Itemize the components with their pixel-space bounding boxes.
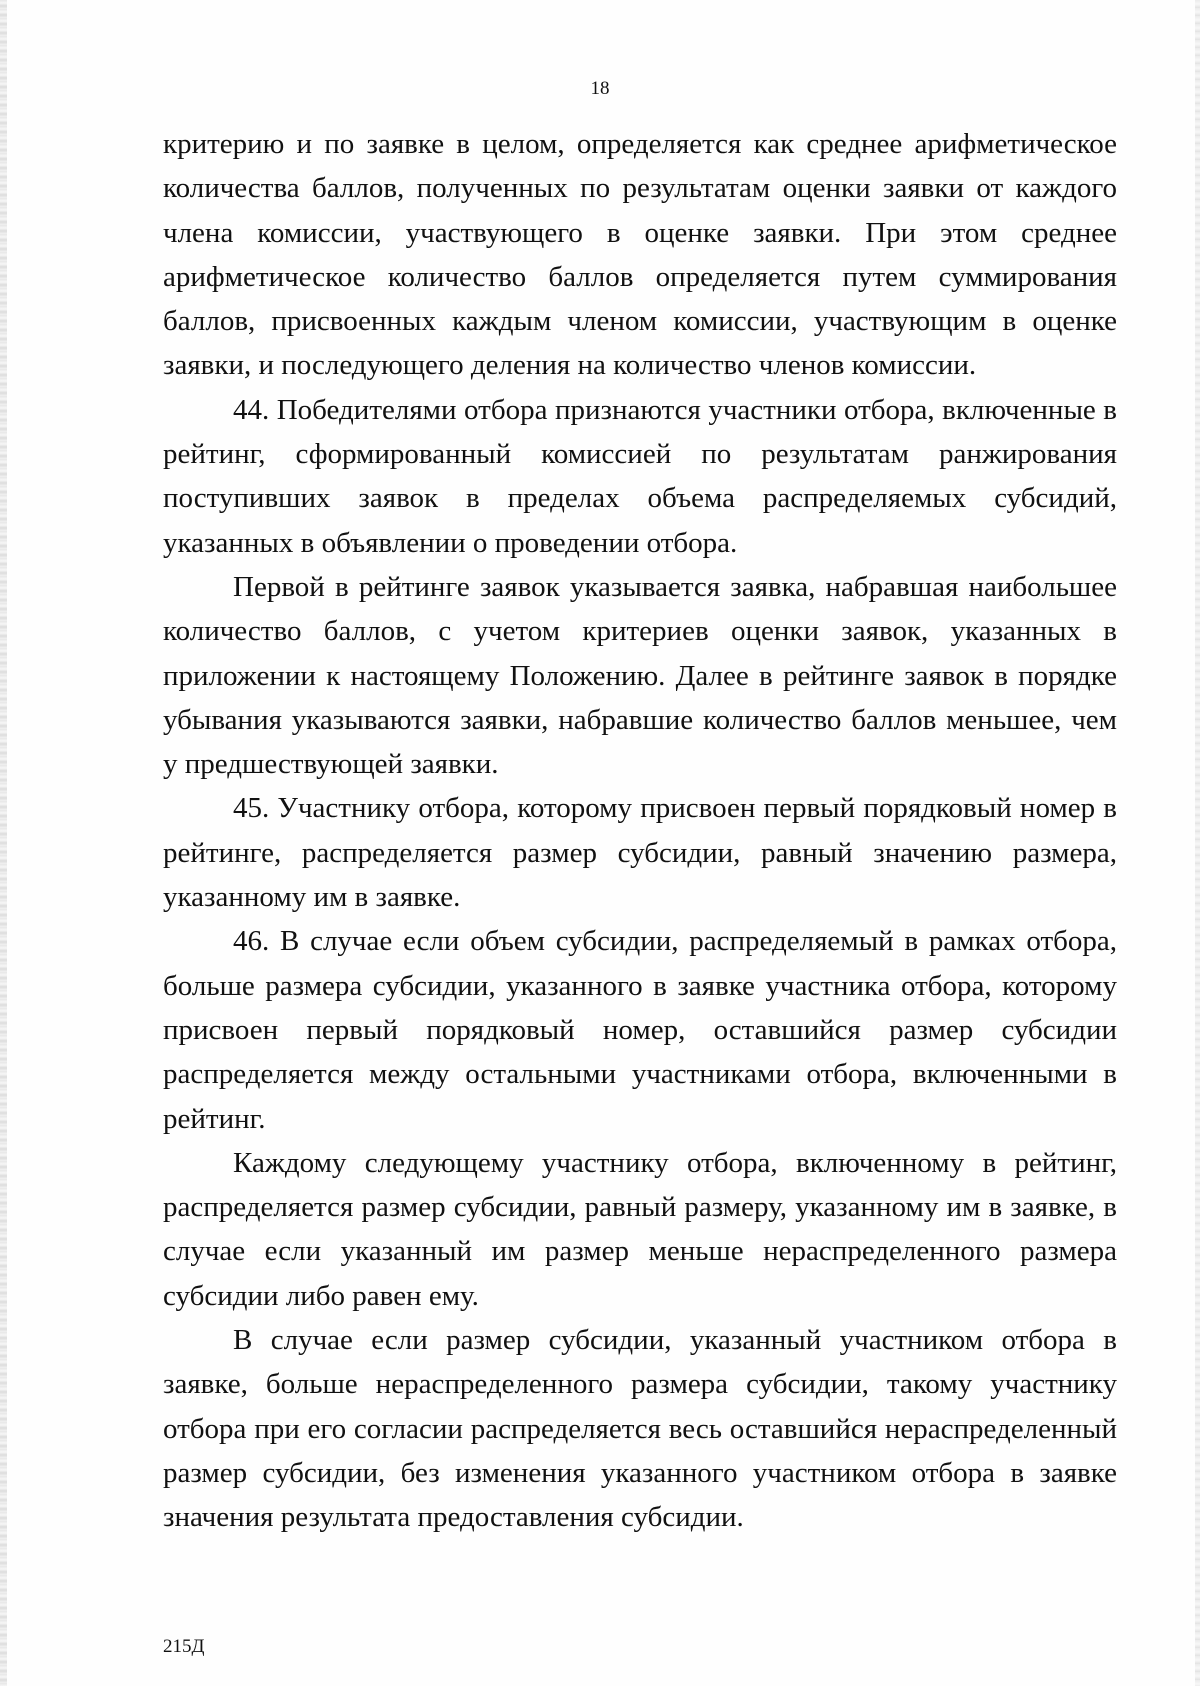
paragraph-next-participant: Каждому следующему участнику отбора, включенному в рейтинг, распределяется размер субсидии, равный размеру, указанному им в заявке, в случае если указанный им размер меньше нераспределенного размера субсидии либо равен ему. xyxy=(163,1146,1117,1312)
scan-edge-right xyxy=(1195,0,1200,1686)
paragraph-45: 45. Участнику отбора, которому присвоен первый порядковый номер в рейтинге, распределяется размер субсидии, равный значению размера, указанному им в заявке. xyxy=(163,792,1117,914)
paragraph-46: 46. В случае если объем субсидии, распределяемый в рамках отбора, больше размера субсидии, указанного в заявке участника отбора, которому присвоен первый порядковый номер, оставшийся размер субсидии распределяется между остальными участниками отбора, включенными в рейтинг. xyxy=(163,925,1117,1135)
document-code: 215Д xyxy=(163,1636,205,1657)
document-body xyxy=(163,122,1117,1540)
paragraph-ranking-order: Первой в рейтинге заявок указывается заявка, набравшая наибольшее количество баллов, с учетом критериев оценки заявок, указанных в приложении к настоящему Положению. Далее в рейтинге заявок в порядке убывания указываются заявки, набравшие количество баллов меньшее, чем у предшествующей заявки. xyxy=(163,570,1117,781)
paragraph-44: 44. Победителями отбора признаются участники отбора, включенные в рейтинг, сформированный комиссией по результатам ранжирования поступивших заявок в пределах объема распределяемых субсидий, указанных в объявлении о проведении отбора. xyxy=(163,393,1117,559)
scan-edge-left xyxy=(0,0,7,1686)
paragraph-remaining-subsidy: В случае если размер субсидии, указанный участником отбора в заявке, больше нераспределенного размера субсидии, такому участнику отбора при его согласии распределяется весь оставшийся нераспределенный размер субсидии, без изменения указанного участником отбора в заявке значения результата предоставления субсидии. xyxy=(163,1324,1117,1534)
paragraph-continuation: критерию и по заявке в целом, определяется как среднее арифметическое количества баллов, полученных по результатам оценки заявки от каждого члена комиссии, участвующего в оценке заявки. При этом среднее арифметическое количество баллов определяется путем суммирования баллов, присвоенных каждым членом комиссии, участвующим в оценке заявки, и последующего деления на количество членов комиссии. xyxy=(163,128,1117,382)
page-number: 18 xyxy=(590,78,610,99)
